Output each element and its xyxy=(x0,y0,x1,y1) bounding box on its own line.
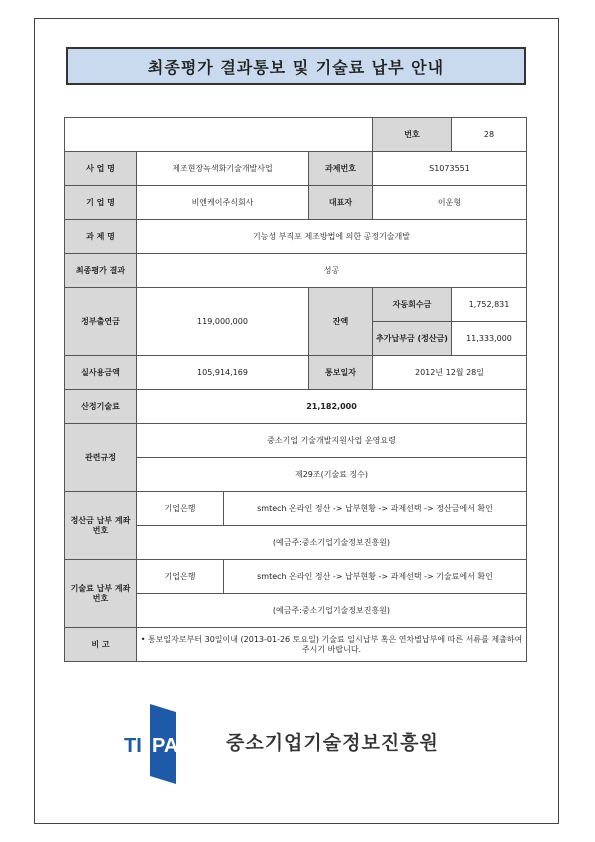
task-no-value: S1073551 xyxy=(373,152,527,186)
number-value: 28 xyxy=(452,118,527,152)
tipa-logo-text-left: TI xyxy=(124,735,142,757)
remarks-text: • 통보일자로부터 30일이내 (2013-01-26 토요일) 기술료 일시납부 혹은 연차별납부에 따른 서류를 제출하여 주시기 바랍니다. xyxy=(137,628,527,662)
table-row xyxy=(65,288,527,322)
table-row xyxy=(65,424,527,458)
tipa-logo-text-right: PA xyxy=(152,735,179,757)
actual-use-value: 105,914,169 xyxy=(137,356,309,390)
table-row xyxy=(65,390,527,424)
task-name-label: 과 제 명 xyxy=(65,220,137,254)
gov-contribution-label: 정부출연금 xyxy=(65,288,137,356)
task-no-label: 과제번호 xyxy=(309,152,373,186)
business-label: 사 업 명 xyxy=(65,152,137,186)
extra-payment-label: 추가납부금 (정산금) xyxy=(373,322,452,356)
actual-use-label: 실사용금액 xyxy=(65,356,137,390)
settlement-holder: (예금주:중소기업기술정보진흥원) xyxy=(137,526,527,560)
ceo-label: 대표자 xyxy=(309,186,373,220)
auto-return-value: 1,752,831 xyxy=(452,288,527,322)
table-row xyxy=(65,186,527,220)
settlement-account-label: 정산금 납부 계좌번호 xyxy=(65,492,137,560)
table-row xyxy=(65,254,527,288)
task-name-value: 기능성 부직포 제조방법에 의한 공정기술개발 xyxy=(137,220,527,254)
notice-date-value: 2012년 12월 28일 xyxy=(373,356,527,390)
balance-label: 잔액 xyxy=(309,288,373,356)
table-row xyxy=(65,492,527,526)
royalty-label: 산정기술료 xyxy=(65,390,137,424)
extra-payment-value: 11,333,000 xyxy=(452,322,527,356)
regulation-label: 관련규정 xyxy=(65,424,137,492)
document-title: 최종평가 결과통보 및 기술료 납부 안내 xyxy=(66,47,526,85)
auto-return-label: 자동회수금 xyxy=(373,288,452,322)
ceo-value: 이운형 xyxy=(373,186,527,220)
business-value: 제조현장녹색화기술개발사업 xyxy=(137,152,309,186)
royalty-path: smtech 온라인 정산 -> 납부현황 -> 과제선택 -> 기술료에서 확인 xyxy=(224,560,527,594)
number-label: 번호 xyxy=(373,118,452,152)
table-row xyxy=(65,118,527,152)
gov-contribution-value: 119,000,000 xyxy=(137,288,309,356)
table-row xyxy=(65,628,527,662)
regulation-line2: 제29조(기술료 징수) xyxy=(137,458,527,492)
final-result-label: 최종평가 결과 xyxy=(65,254,137,288)
notice-date-label: 통보일자 xyxy=(309,356,373,390)
table-row xyxy=(65,152,527,186)
royalty-bank: 기업은행 xyxy=(137,560,224,594)
royalty-account-label: 기술료 납부 계좌번호 xyxy=(65,560,137,628)
company-label: 기 업 명 xyxy=(65,186,137,220)
table-row xyxy=(65,560,527,594)
table-row xyxy=(65,356,527,390)
final-result-value: 성공 xyxy=(137,254,527,288)
organization-name: 중소기업기술정보진흥원 xyxy=(226,732,439,754)
tipa-logo xyxy=(120,700,184,794)
royalty-holder: (예금주:중소기업기술정보진흥원) xyxy=(137,594,527,628)
company-value: 비엔케이주식회사 xyxy=(137,186,309,220)
royalty-value: 21,182,000 xyxy=(137,390,527,424)
table-row xyxy=(65,220,527,254)
settlement-bank: 기업은행 xyxy=(137,492,224,526)
regulation-line1: 중소기업 기술개발지원사업 운영요령 xyxy=(137,424,527,458)
evaluation-form-table xyxy=(64,117,527,662)
remarks-label: 비 고 xyxy=(65,628,137,662)
settlement-path: smtech 온라인 정산 -> 납부현황 -> 과제선택 -> 정산금에서 확인 xyxy=(224,492,527,526)
